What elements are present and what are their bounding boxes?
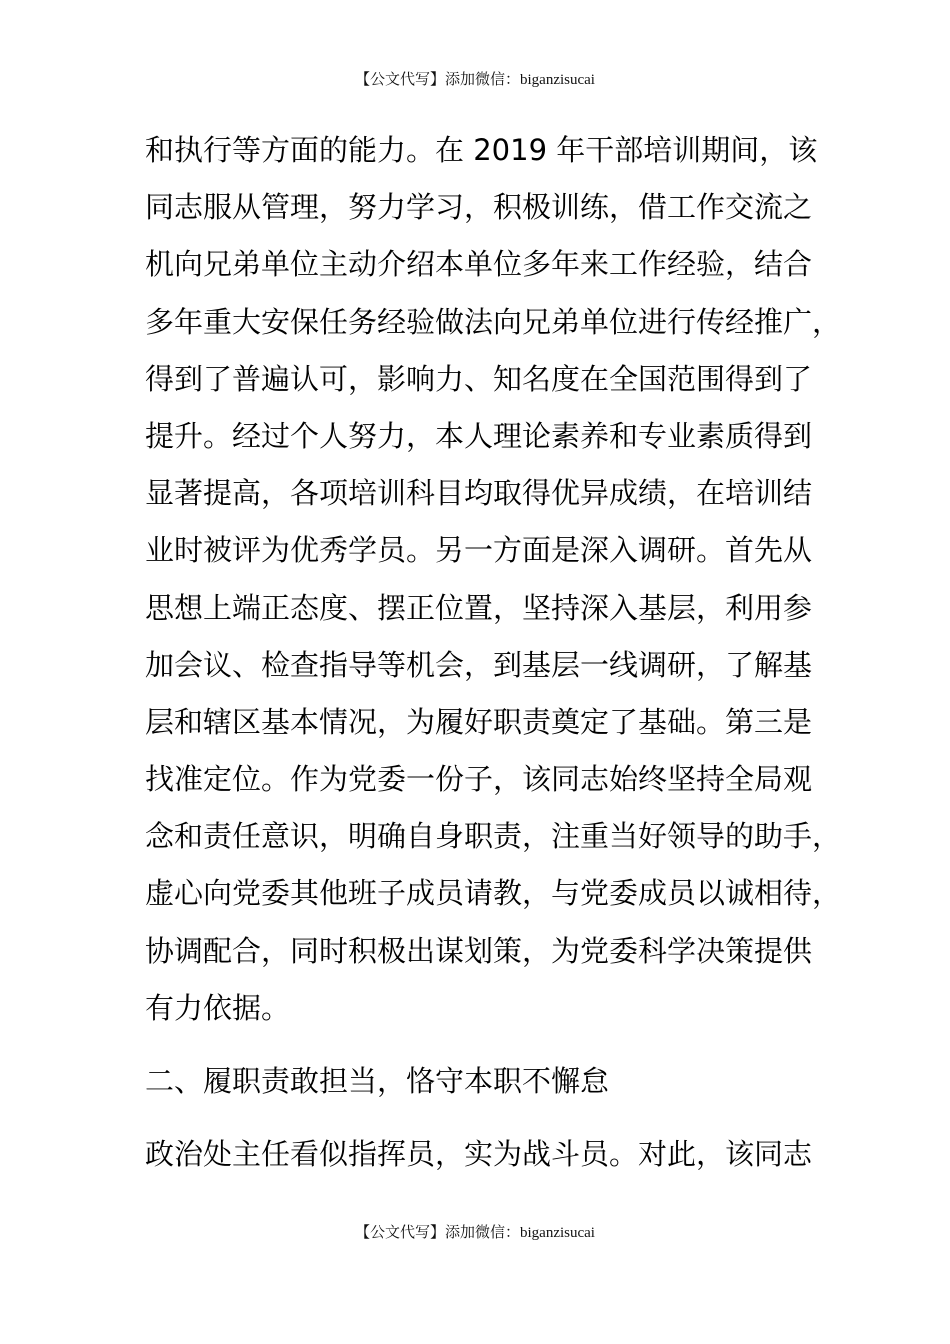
paragraph-line: 协调配合，同时积极出谋划策，为党委科学决策提供 — [145, 933, 813, 968]
paragraph-line: 显著提高，各项培训科目均取得优异成绩，在培训结 — [145, 476, 813, 511]
paragraph-line: 念和责任意识，明确自身职责，注重当好领导的助手， — [145, 819, 842, 854]
paragraph-line: 层和辖区基本情况，为履好职责奠定了基础。第三是 — [145, 704, 813, 739]
paragraph-line: 提升。经过个人努力，本人理论素养和专业素质得到 — [145, 418, 813, 453]
paragraph-line: 思想上端正态度、摆正位置，坚持深入基层，利用参 — [145, 590, 813, 625]
paragraph-line: 和执行等方面的能力。在 2019 年干部培训期间，该 — [145, 133, 818, 167]
section-heading: 二、履职责敢担当，恪守本职不懈怠 — [145, 1064, 610, 1098]
paragraph-line: 得到了普遍认可，影响力、知名度在全国范围得到了 — [145, 361, 813, 396]
paragraph-gap — [145, 1037, 845, 1053]
page-footer: 【公文代写】添加微信：biganzisucai — [355, 1225, 595, 1241]
paragraph-line: 政治处主任看似指挥员，实为战斗员。对此，该同志 — [145, 1137, 813, 1172]
page-header: 【公文代写】添加微信：biganzisucai — [355, 72, 595, 88]
paragraph-line: 找准定位。作为党委一份子，该同志始终坚持全局观 — [145, 762, 813, 797]
paragraph-line: 机向兄弟单位主动介绍本单位多年来工作经验，结合 — [145, 247, 813, 282]
document-body — [145, 122, 845, 1183]
paragraph-line: 多年重大安保任务经验做法向兄弟单位进行传经推广， — [145, 304, 842, 339]
paragraph-gap — [145, 1110, 845, 1126]
paragraph-line: 虚心向党委其他班子成员请教，与党委成员以诚相待， — [145, 876, 842, 911]
paragraph-line: 加会议、检查指导等机会，到基层一线调研，了解基 — [145, 647, 813, 682]
paragraph-line: 同志服从管理，努力学习，积极训练，借工作交流之 — [145, 190, 813, 225]
paragraph-line: 业时被评为优秀学员。另一方面是深入调研。首先从 — [145, 533, 813, 568]
paragraph-line: 有力依据。 — [145, 990, 291, 1025]
